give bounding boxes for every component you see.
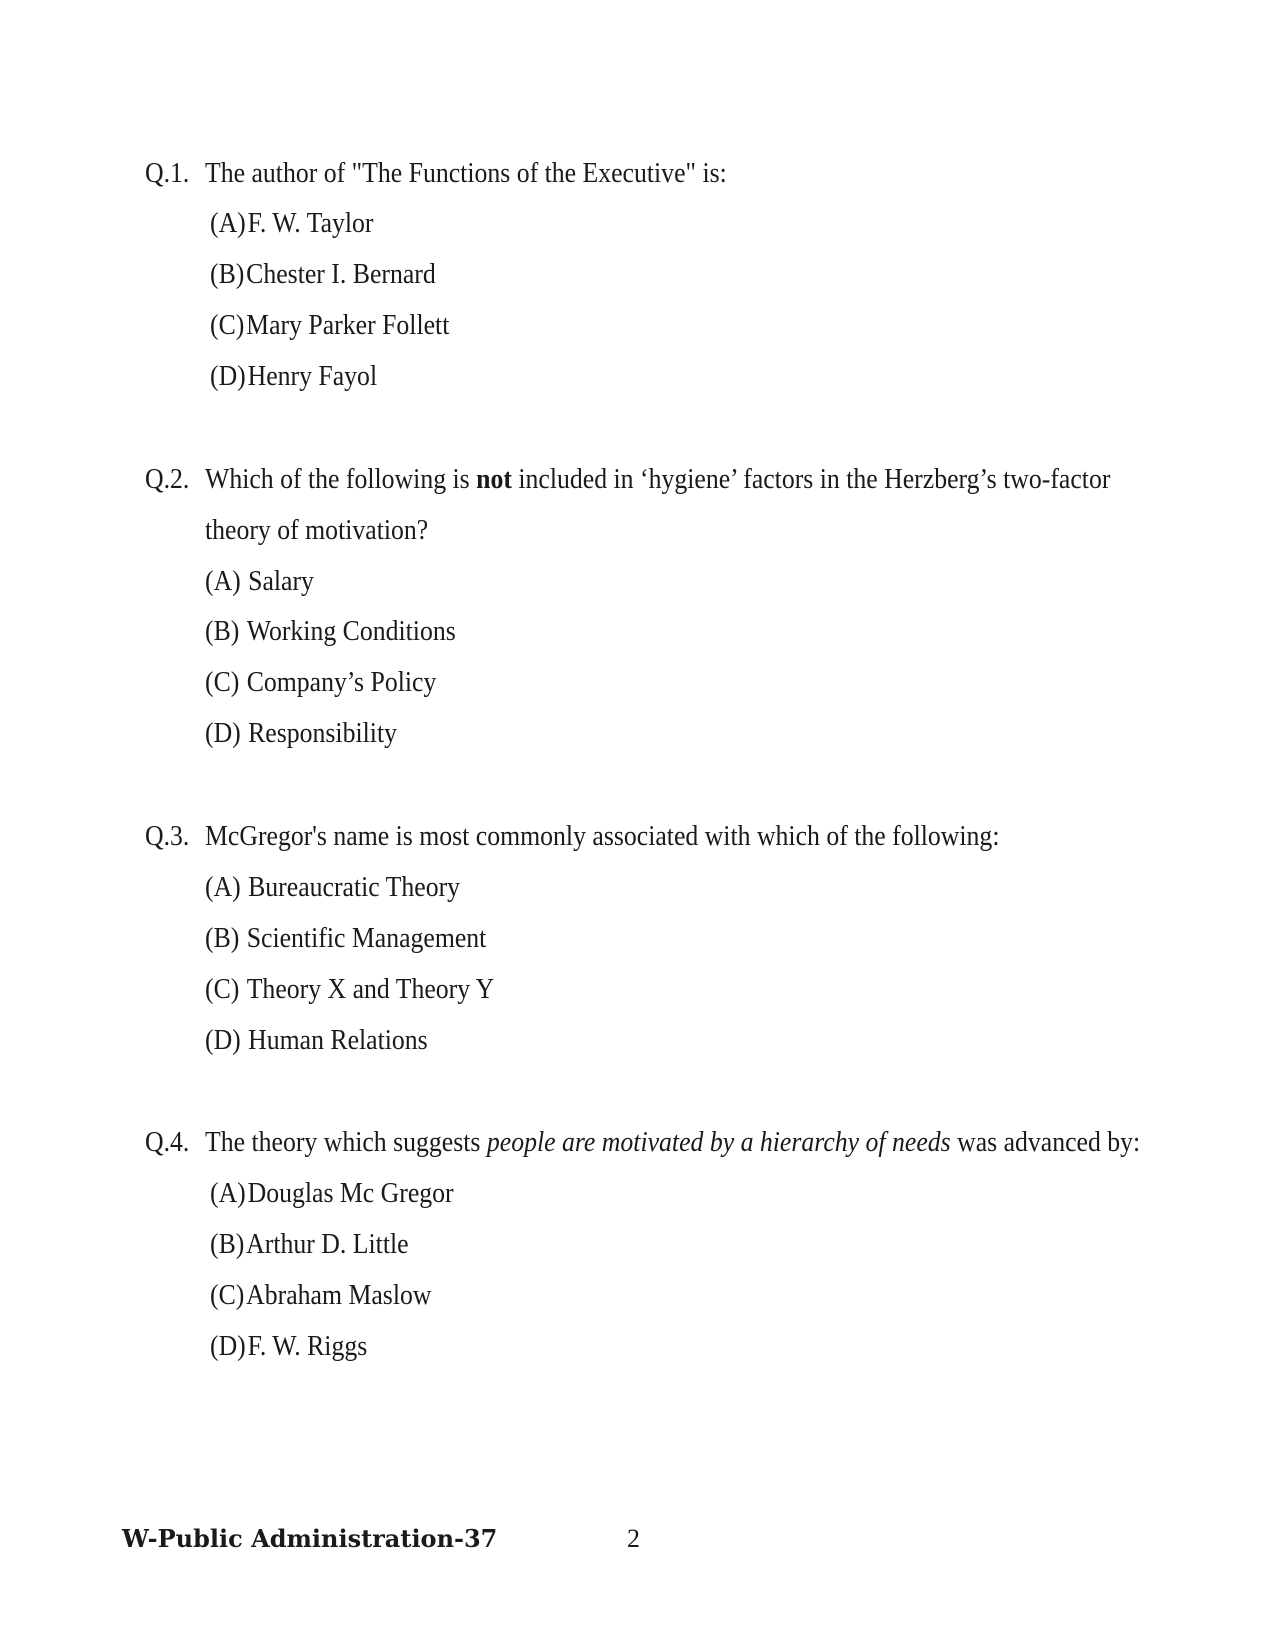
option-text: Company’s Policy [246,667,437,698]
option-label: (D) [210,1331,246,1362]
question-number: Q.1. [145,158,190,189]
option-c [205,973,494,1007]
option-c [205,666,436,700]
option-label: (A) [210,1178,246,1209]
option-label: (B) [210,259,245,290]
option-text: Mary Parker Follett [246,310,450,341]
option-d [205,1024,428,1058]
option-d [210,360,377,394]
page-number: 2 [627,1524,640,1553]
question-number: Q.4. [145,1127,190,1158]
question-number: Q.2. [145,464,190,495]
option-text: Henry Fayol [247,361,378,392]
option-d [210,1330,367,1364]
option-text: Douglas Mc Gregor [247,1178,454,1209]
question-text: The theory which suggests people are motivated by a hierarchy of needs was advanced by: [205,1127,1141,1158]
option-a [205,565,314,599]
option-text: Salary [248,566,314,597]
option-b [205,922,486,956]
option-text: Chester I. Bernard [246,259,436,290]
option-label: (D) [205,718,241,749]
question-text: The author of "The Functions of the Executive" is: [205,158,727,189]
option-a [205,871,460,905]
option-label: (A) [205,872,241,903]
option-text: F. W. Taylor [247,208,374,239]
option-text: Arthur D. Little [246,1229,409,1260]
option-label: (C) [210,1280,245,1311]
option-text: Abraham Maslow [246,1280,432,1311]
footer-title: W-Public Administration-37 [122,1524,498,1553]
question-text: Which of the following is not included in ‘hygiene’ factors in the Herzberg’s two-factor [205,464,1111,495]
option-label: (A) [210,208,246,239]
question-text: McGregor's name is most commonly associated with which of the following: [205,821,1000,852]
option-label: (B) [205,616,240,647]
option-text: Responsibility [248,718,397,749]
option-label: (D) [210,361,246,392]
option-a [210,207,374,241]
option-b [210,1228,409,1262]
option-label: (A) [205,566,241,597]
option-label: (B) [205,923,240,954]
option-label: (D) [205,1025,241,1056]
option-c [210,309,449,343]
option-b [210,258,436,292]
option-label: (C) [210,310,245,341]
option-label: (C) [205,667,240,698]
question-number: Q.3. [145,821,190,852]
emphasis-italic: people are motivated by a hierarchy of needs [486,1127,951,1158]
option-text: Scientific Management [246,923,487,954]
option-label: (C) [205,974,240,1005]
option-text: Bureaucratic Theory [248,872,461,903]
option-text: Theory X and Theory Y [246,974,495,1005]
option-text: Human Relations [248,1025,428,1056]
option-b [205,615,456,649]
emphasis-not: not [476,464,512,495]
option-text: F. W. Riggs [247,1331,368,1362]
option-text: Working Conditions [246,616,456,647]
option-a [210,1177,454,1211]
question-text-line-2: theory of motivation? [205,515,429,546]
option-c [210,1279,431,1313]
option-label: (B) [210,1229,245,1260]
option-d [205,717,397,751]
